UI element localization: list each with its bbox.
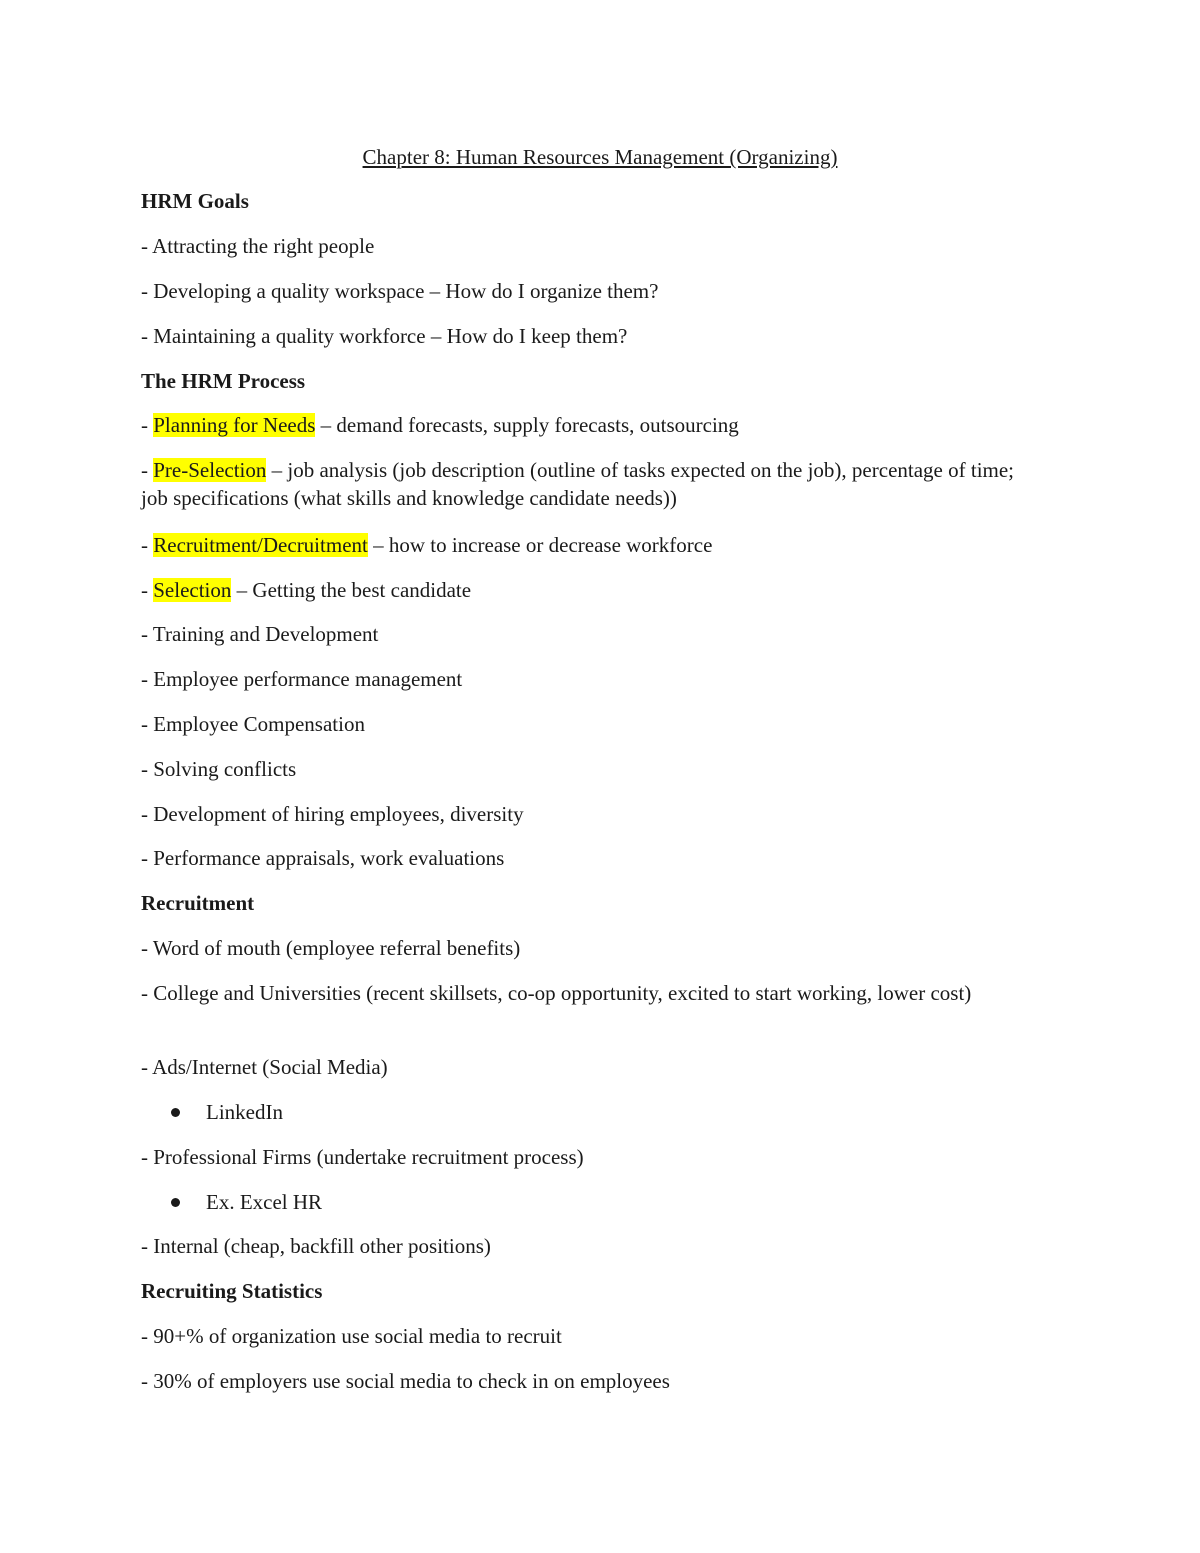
item-prefix: - (141, 458, 154, 482)
list-item-pre-selection (141, 456, 1046, 512)
section-heading-recruitment: Recruitment (141, 891, 255, 915)
bullet-icon (171, 1198, 180, 1207)
list-item: - Employee performance management (141, 667, 463, 691)
list-item: - 90+% of organization use social media to recruit (141, 1324, 562, 1348)
page-title: Chapter 8: Human Resources Management (Organizing) (362, 145, 838, 169)
list-item: - Solving conflicts (141, 757, 297, 781)
item-prefix: - (141, 533, 154, 557)
list-item: - Professional Firms (undertake recruitment process) (141, 1145, 584, 1169)
item-description: – demand forecasts, supply forecasts, outsourcing (315, 413, 739, 437)
list-item: - Maintaining a quality workforce – How do I keep them? (141, 324, 628, 348)
section-heading-hrm-process: The HRM Process (141, 369, 306, 393)
item-prefix: - (141, 578, 154, 602)
highlighted-term: Selection (153, 578, 232, 602)
list-item-recruitment (141, 531, 712, 559)
list-item: - Training and Development (141, 622, 379, 646)
bullet-text: Ex. Excel HR (206, 1190, 323, 1214)
list-item: - Word of mouth (employee referral benefits) (141, 936, 521, 960)
list-item: - College and Universities (recent skillsets, co-op opportunity, excited to start working, lower cost) (141, 981, 972, 1005)
list-item-selection (141, 576, 471, 604)
list-item: - 30% of employers use social media to check in on employees (141, 1369, 670, 1393)
highlighted-term: Recruitment/Decruitment (153, 533, 368, 557)
highlighted-term: Pre-Selection (153, 458, 267, 482)
section-heading-hrm-goals: HRM Goals (141, 189, 249, 213)
list-item: - Ads/Internet (Social Media) (141, 1055, 388, 1079)
list-item: - Development of hiring employees, diversity (141, 802, 524, 826)
bullet-icon (171, 1108, 180, 1117)
list-item: - Performance appraisals, work evaluations (141, 846, 505, 870)
section-heading-recruiting-statistics: Recruiting Statistics (141, 1279, 323, 1303)
bullet-item-linkedin (171, 1098, 283, 1126)
list-item: - Employee Compensation (141, 712, 365, 736)
list-item: - Internal (cheap, backfill other positions) (141, 1234, 491, 1258)
item-prefix: - (141, 413, 154, 437)
highlighted-term: Planning for Needs (153, 413, 316, 437)
list-item: - Attracting the right people (141, 234, 375, 258)
bullet-text: LinkedIn (206, 1100, 283, 1124)
list-item: - Developing a quality workspace – How do I organize them? (141, 279, 659, 303)
item-description: – job analysis (job description (outline of tasks expected on the job), percentage of time; job specifications (what skills and knowledge candidate needs)) (141, 458, 1015, 510)
list-item-planning (141, 411, 739, 439)
bullet-item-excel-hr (171, 1188, 322, 1216)
item-description: – Getting the best candidate (231, 578, 472, 602)
item-description: – how to increase or decrease workforce (367, 533, 713, 557)
